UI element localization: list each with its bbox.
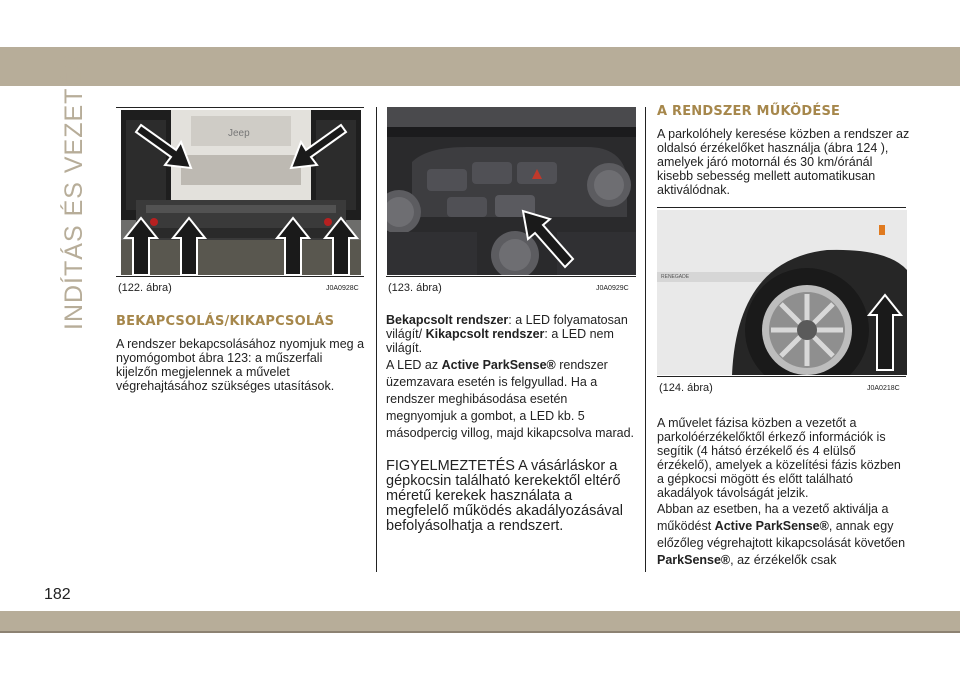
svg-text:Jeep: Jeep xyxy=(228,128,250,139)
figure-122-caption: (122. ábra) xyxy=(118,282,172,294)
chapter-title-text: INDÍTÁS ÉS VEZETÉS xyxy=(60,52,88,330)
page-number: 182 xyxy=(44,586,71,603)
bold-term: Kikapcsolt rendszer xyxy=(425,327,545,341)
figure-top-rule xyxy=(116,107,364,108)
footer-band xyxy=(0,611,960,631)
figure-top-rule xyxy=(657,207,906,208)
text-run: , annak egy előzőleg végrehajtott kikapcsolását követően xyxy=(657,519,906,550)
front-wheel-illustration xyxy=(657,210,907,375)
text-run: rendszer üzemzavara esetén is felgyullad. Ha a rendszer meghibásodása esetén megnyomjuk a gombot, a LED kb. 5 másodpercig villog, majd kikapcsolva marad. xyxy=(386,358,635,440)
text-run: : a LED nem világít. xyxy=(386,327,614,355)
figure-bottom-rule xyxy=(386,276,636,277)
figure-123-caption: (123. ábra) xyxy=(388,282,442,294)
column-divider xyxy=(376,107,377,572)
header-band-line xyxy=(0,86,960,89)
header-band xyxy=(0,47,960,86)
figure-bottom-rule xyxy=(657,376,906,377)
svg-text:RENEGADE: RENEGADE xyxy=(661,274,690,280)
footer-band-line xyxy=(0,631,960,633)
figure-122-code: J0A0928C xyxy=(326,285,359,292)
bold-term: Active ParkSense® xyxy=(441,358,556,372)
paragraph: A parkolóhely keresése közben a rendszer az oldalsó érzékelőket használja (ábra 124 ), amelyek járó motornál és 30 km/óránál kisebb sebesség mellett automatikusan aktiválódnak. xyxy=(657,127,910,197)
text-run: Abban az esetben, ha a vezető aktiválja a működést xyxy=(657,502,889,533)
figure-bottom-rule xyxy=(116,276,364,277)
dashboard-controls-illustration xyxy=(387,107,636,275)
figure-124-caption: (124. ábra) xyxy=(659,382,713,394)
section-heading: A RENDSZER MŰKÖDÉSE xyxy=(657,104,841,119)
bold-term: Active ParkSense® xyxy=(714,519,829,533)
text-run: : a LED folyamatosan világít/ xyxy=(386,313,628,341)
bold-term: Bekapcsolt rendszer xyxy=(386,313,509,327)
warning-paragraph: FIGYELMEZTETÉS A vásárláskor a gépkocsin található kerekektől eltérő méretű kerekek használata a megfelelő működés akadályozásával befolyásolhatja a rendszert. xyxy=(386,458,623,534)
figure-122-rear-bumper-image xyxy=(121,110,361,275)
column-divider xyxy=(645,107,646,572)
text-run: , az érzékelők csak xyxy=(730,553,837,567)
figure-123-code: J0A0929C xyxy=(596,285,629,292)
text-run: A LED az xyxy=(386,358,442,372)
paragraph: A művelet fázisa közben a vezetőt a parkolóérzékelőktől érkező információk is segítik (4 hátsó érzékelő és 4 elülső érzékelő), amelyek a közelítési fázis közben a gépkocsi mögött és előtt található akadályok távolságát jelzik. xyxy=(657,416,901,500)
paragraph xyxy=(657,501,910,569)
figure-123-dashboard-button-image xyxy=(387,107,636,275)
paragraph xyxy=(386,357,636,442)
paragraph xyxy=(386,313,636,355)
rear-bumper-illustration xyxy=(121,110,361,275)
section-heading: BEKAPCSOLÁS/KIKAPCSOLÁS xyxy=(116,314,335,329)
figure-124-code: J0A0218C xyxy=(867,385,900,392)
figure-124-side-sensor-image xyxy=(657,210,907,375)
paragraph: A rendszer bekapcsolásához nyomjuk meg a nyomógombot ábra 123: a műszerfali kijelzőn megjelennek a művelet végrehajtásához szükséges utasítások. xyxy=(116,337,365,393)
bold-term: ParkSense® xyxy=(657,553,731,567)
